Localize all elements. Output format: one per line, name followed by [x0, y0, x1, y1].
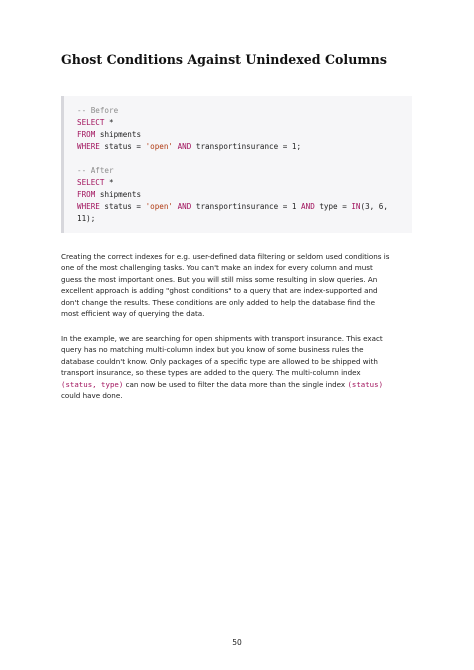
- code-line-from: FROM shipments: [77, 130, 142, 139]
- code-line-select-2: SELECT *: [77, 178, 114, 187]
- text-line: could have done.: [61, 391, 123, 401]
- code-line-where: WHERE status = 'open' AND transportinsurance = 1;: [77, 142, 302, 151]
- text-line: transport insurance, so these types are added to the query. The multi-column index: [61, 368, 361, 378]
- code-line-before-comment: -- Before: [77, 106, 119, 115]
- text-line: excellent approach is adding "ghost conditions" to a query that are index-supported and: [61, 286, 378, 296]
- inline-code-status-type: (status, type): [61, 379, 124, 389]
- text-line: In the example, we are searching for open shipments with transport insurance. This exact: [61, 334, 383, 343]
- section-title: Ghost Conditions Against Unindexed Columns: [61, 52, 387, 67]
- text-line: most efficient way of querying the data.: [61, 309, 205, 319]
- text-line: don't change the results. These conditions are only added to help the database find the: [61, 297, 376, 307]
- inline-code-status: (status): [347, 379, 384, 389]
- text-line-with-code: (status, type) can now be used to filter the data more than the single index (status): [61, 379, 384, 389]
- text-line: one of the most challenging tasks. You can't make an index for every column and must: [61, 263, 373, 273]
- text-line: query has no matching multi-column index but you know of some business rules the: [61, 345, 364, 355]
- paragraph-ghost-conditions: [61, 251, 416, 319]
- paragraph-example: [61, 333, 416, 401]
- page-number: 50: [232, 638, 242, 647]
- text-line: guess the most important ones. But you will still miss some resulting in slow queries. An: [61, 274, 378, 284]
- code-line-from-2: FROM shipments: [77, 190, 142, 199]
- code-line-after-comment: -- After: [77, 166, 114, 175]
- code-block: [61, 96, 412, 233]
- code-line-in-end: 11);: [77, 214, 96, 223]
- code-line-where-2: WHERE status = 'open' AND transportinsurance = 1 AND type = IN(3, 6,: [77, 202, 388, 211]
- text-line: database couldn't know. Only packages of a specific type are allowed to be shipped with: [61, 356, 378, 366]
- text-line: Creating the correct indexes for e.g. user-defined data filtering or seldom used conditions is: [61, 252, 390, 261]
- code-line-select: SELECT *: [77, 118, 114, 127]
